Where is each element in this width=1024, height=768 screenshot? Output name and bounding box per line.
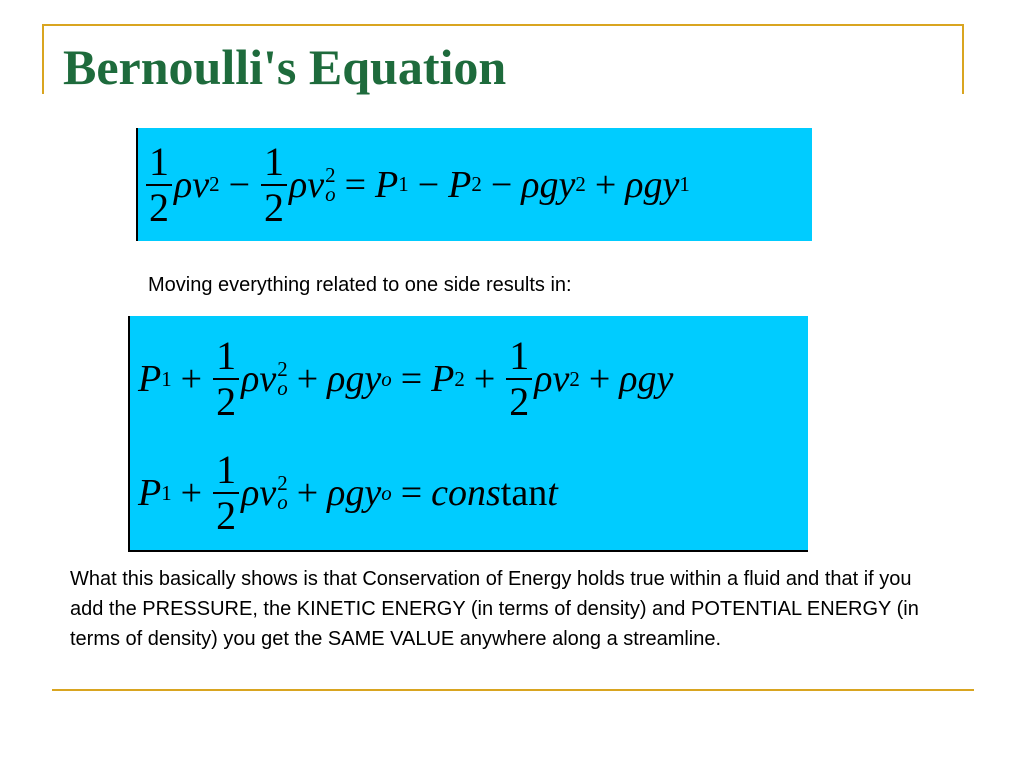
equation-1 bbox=[144, 128, 690, 241]
minus-operator: − bbox=[228, 163, 251, 206]
equals-operator: = bbox=[400, 472, 423, 514]
exponent: 2 bbox=[209, 172, 220, 196]
equation-2 bbox=[138, 324, 673, 434]
subscript: 2 bbox=[575, 172, 586, 196]
exponent: 2 bbox=[277, 471, 288, 496]
subscript: 1 bbox=[679, 172, 690, 196]
v-symbol: v bbox=[259, 472, 277, 514]
v-symbol: v bbox=[552, 358, 570, 400]
y-symbol: y bbox=[656, 358, 674, 400]
equation-box-1 bbox=[136, 128, 812, 241]
equation-3 bbox=[138, 438, 558, 548]
explanation-text: What this basically shows is that Conservation of Energy holds true within a fluid and that if you add the PRESSURE, the KINETIC ENERGY (in terms of density) and POTENTIAL ENERGY (in terms of density) you get the SAME VALUE anywhere along a streamline. bbox=[70, 568, 919, 650]
subscript: o bbox=[277, 376, 288, 400]
rho-symbol: ρ bbox=[327, 358, 346, 400]
p-symbol: P bbox=[431, 358, 455, 400]
rho-symbol: ρ bbox=[241, 472, 260, 514]
subscript: o bbox=[325, 181, 336, 206]
exponent: 2 bbox=[569, 366, 580, 391]
equals-operator: = bbox=[400, 358, 423, 400]
numerator: 1 bbox=[509, 333, 530, 378]
subscript: 2 bbox=[454, 366, 465, 391]
exponent: 2 bbox=[277, 357, 288, 382]
rho-symbol: ρ bbox=[174, 163, 193, 206]
equation-box-2 bbox=[128, 316, 808, 552]
rho-symbol: ρ bbox=[625, 163, 644, 206]
plus-operator: + bbox=[180, 472, 203, 514]
constant-word-part: t bbox=[547, 472, 558, 514]
subscript: 1 bbox=[398, 172, 409, 196]
frame-line-left bbox=[42, 24, 44, 94]
fraction-half bbox=[261, 138, 287, 230]
exponent: 2 bbox=[325, 162, 336, 187]
numerator: 1 bbox=[149, 138, 169, 184]
subscript: 2 bbox=[471, 172, 482, 196]
p-symbol: P bbox=[138, 472, 162, 514]
g-symbol: g bbox=[345, 472, 365, 514]
g-symbol: g bbox=[539, 163, 559, 206]
fraction-half bbox=[506, 333, 532, 424]
denominator: 2 bbox=[216, 379, 237, 424]
fraction-half bbox=[213, 333, 239, 424]
p-symbol: P bbox=[448, 163, 472, 206]
subscript: 1 bbox=[161, 480, 172, 505]
intro-text: Moving everything related to one side results in: bbox=[148, 274, 572, 296]
v-symbol: v bbox=[307, 163, 325, 206]
numerator: 1 bbox=[264, 138, 285, 184]
frame-line-right bbox=[962, 24, 964, 94]
p-symbol: P bbox=[375, 163, 399, 206]
plus-operator: + bbox=[594, 163, 617, 206]
subscript: o bbox=[381, 366, 392, 391]
y-symbol: y bbox=[364, 472, 382, 514]
rho-symbol: ρ bbox=[241, 358, 260, 400]
constant-word-part: cons bbox=[431, 472, 501, 514]
fraction-half bbox=[213, 447, 239, 538]
rho-symbol: ρ bbox=[534, 358, 553, 400]
rho-symbol: ρ bbox=[619, 358, 638, 400]
p-symbol: P bbox=[138, 358, 162, 400]
subscript: o bbox=[277, 490, 288, 514]
y-symbol: y bbox=[558, 163, 576, 206]
denominator: 2 bbox=[509, 379, 530, 424]
sup-sub bbox=[325, 162, 336, 206]
v-symbol: v bbox=[192, 163, 210, 206]
plus-operator: + bbox=[296, 358, 319, 400]
plus-operator: + bbox=[473, 358, 496, 400]
denominator: 2 bbox=[264, 184, 285, 230]
denominator: 2 bbox=[149, 184, 169, 230]
minus-operator: − bbox=[417, 163, 440, 206]
sup-sub bbox=[277, 471, 288, 514]
sup-sub bbox=[277, 357, 288, 400]
minus-operator: − bbox=[490, 163, 513, 206]
numerator: 1 bbox=[216, 333, 237, 378]
equals-operator: = bbox=[344, 163, 367, 206]
rho-symbol: ρ bbox=[327, 472, 346, 514]
frame-line-bottom bbox=[52, 689, 974, 691]
plus-operator: + bbox=[296, 472, 319, 514]
rho-symbol: ρ bbox=[521, 163, 540, 206]
denominator: 2 bbox=[216, 493, 237, 538]
v-symbol: v bbox=[259, 358, 277, 400]
y-symbol: y bbox=[662, 163, 680, 206]
constant-word-part: tan bbox=[500, 472, 548, 514]
g-symbol: g bbox=[637, 358, 657, 400]
subscript: o bbox=[381, 480, 392, 505]
plus-operator: + bbox=[588, 358, 611, 400]
rho-symbol: ρ bbox=[289, 163, 308, 206]
y-symbol: y bbox=[364, 358, 382, 400]
g-symbol: g bbox=[643, 163, 663, 206]
plus-operator: + bbox=[180, 358, 203, 400]
frame-line-top bbox=[42, 24, 964, 26]
fraction-half bbox=[146, 138, 172, 230]
g-symbol: g bbox=[345, 358, 365, 400]
numerator: 1 bbox=[216, 447, 237, 492]
subscript: 1 bbox=[161, 366, 172, 391]
slide-title: Bernoulli's Equation bbox=[63, 39, 507, 95]
